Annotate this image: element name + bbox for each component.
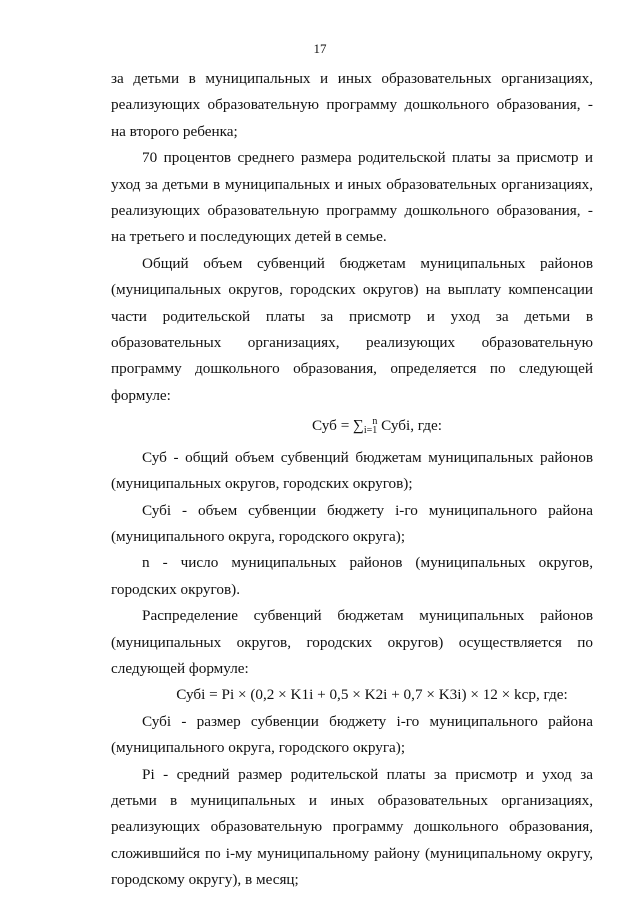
formula-sum-left: Суб = ∑	[312, 417, 364, 435]
document-body	[111, 66, 593, 894]
definition-sub: Суб - общий объем субвенций бюджетам муниципальных районов (муниципальных округов, городских округов);	[111, 448, 593, 493]
formula-distribution: Субi = Pi × (0,2 × K1i + 0,5 × K2i + 0,7 × K3i) × 12 × kcp, где:	[176, 686, 568, 704]
page-number: 17	[313, 41, 327, 56]
paragraph-70-percent: 70 процентов среднего размера родительской платы за присмотр и уход за детьми в муниципальных и иных образовательных организациях, реализующих образовательную программу дошкольного образования, - на третьего и последующих детей в семье.	[111, 149, 593, 246]
paragraph-total-subvention: Общий объем субвенций бюджетам муниципальных районов (муниципальных округов, городских округов) на выплату компенсации части родительской платы за присмотр и уход за детьми в образовательных организациях, реализующих образовательную программу дошкольного образования, определяется по следующей формуле:	[111, 254, 593, 404]
paragraph-continuation: за детьми в муниципальных и иных образовательных организациях, реализующих образовательную программу дошкольного образования, - на второго ребенка;	[111, 70, 593, 140]
paragraph-distribution: Распределение субвенций бюджетам муниципальных районов (муниципальных округов, городских округов) осуществляется по следующей формуле:	[111, 607, 593, 677]
definition-sub-i-size: Субi - размер субвенции бюджету i-го муниципального района (муниципального округа, городского округа);	[111, 712, 593, 757]
formula-sum-upper-limit: n	[372, 416, 378, 428]
definition-sub-i: Субi - объем субвенции бюджету i-го муниципального района (муниципального округа, городского округа);	[111, 501, 593, 545]
formula-sum-right: Субi, где:	[377, 417, 442, 435]
formula-sum-lower-limit: i=1	[363, 425, 378, 437]
formula-total-subvention	[111, 409, 593, 444]
definition-pi: Pi - средний размер родительской платы за присмотр и уход за детьми в муниципальных и иных образовательных организациях, реализующих образовательную программу дошкольного образования, сложившийся по i-му муниципальному району (муниципальному округу, городскому округу), в месяц;	[111, 765, 593, 889]
definition-n: n - число муниципальных районов (муниципальных округов, городских округов).	[111, 554, 593, 598]
